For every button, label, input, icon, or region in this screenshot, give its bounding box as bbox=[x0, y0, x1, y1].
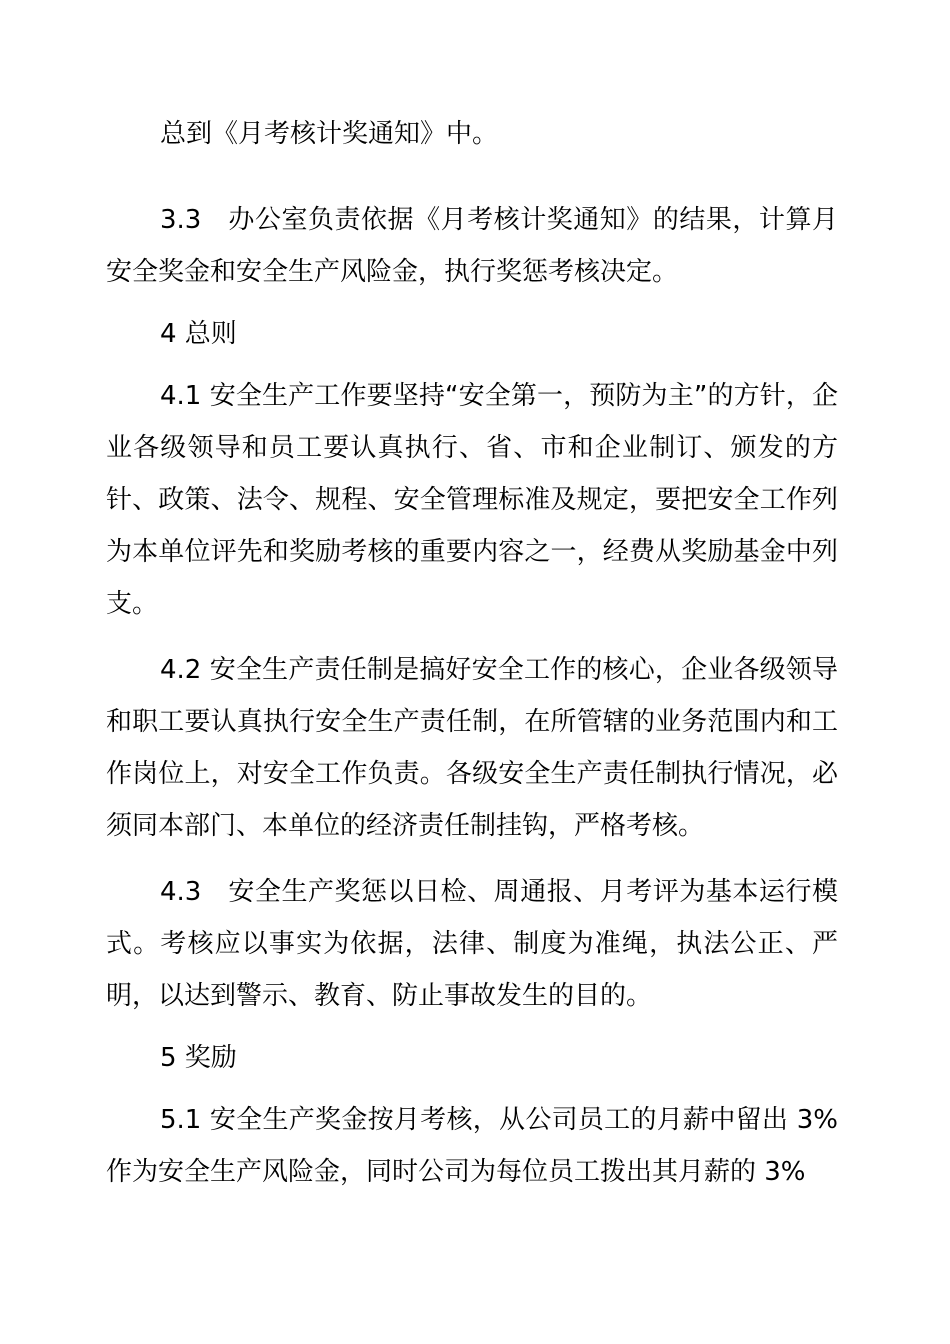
section-heading-5: 5 奖励 bbox=[160, 1043, 237, 1073]
paragraph-4-2: 4.2 安全生产责任制是搞好安全工作的核心，企业各级领导和职工要认真执行安全生产责任制，在所管辖的业务范围内和工作岗位上，对安全工作负责。各级安全生产责任制执行情况，必须同本部门、本单位的经济责任制挂钩，严格考核。 bbox=[106, 655, 838, 841]
paragraph-4-1: 4.1 安全生产工作要坚持“安全第一，预防为主”的方针，企业各级领导和员工要认真执行、省、市和企业制订、颁发的方针、政策、法令、规程、安全管理标准及规定，要把安全工作列为本单位评先和奖励考核的重要内容之一，经费从奖励基金中列支。 bbox=[106, 381, 838, 619]
section-heading-4: 4 总则 bbox=[160, 319, 237, 349]
paragraph-5-1: 5.1 安全生产奖金按月考核，从公司员工的月薪中留出 3%作为安全生产风险金，同时公司为每位员工拨出其月薪的 3% bbox=[106, 1105, 838, 1187]
paragraph-continuation: 总到《月考核计奖通知》中。 bbox=[160, 119, 499, 149]
paragraph-4-3: 4.3 安全生产奖惩以日检、周通报、月考评为基本运行模式。考核应以事实为依据，法律、制度为准绳，执法公正、严明，以达到警示、教育、防止事故发生的目的。 bbox=[106, 877, 838, 1011]
paragraph-3-3: 3.3 办公室负责依据《月考核计奖通知》的结果，计算月安全奖金和安全生产风险金，执行奖惩考核决定。 bbox=[106, 205, 838, 287]
